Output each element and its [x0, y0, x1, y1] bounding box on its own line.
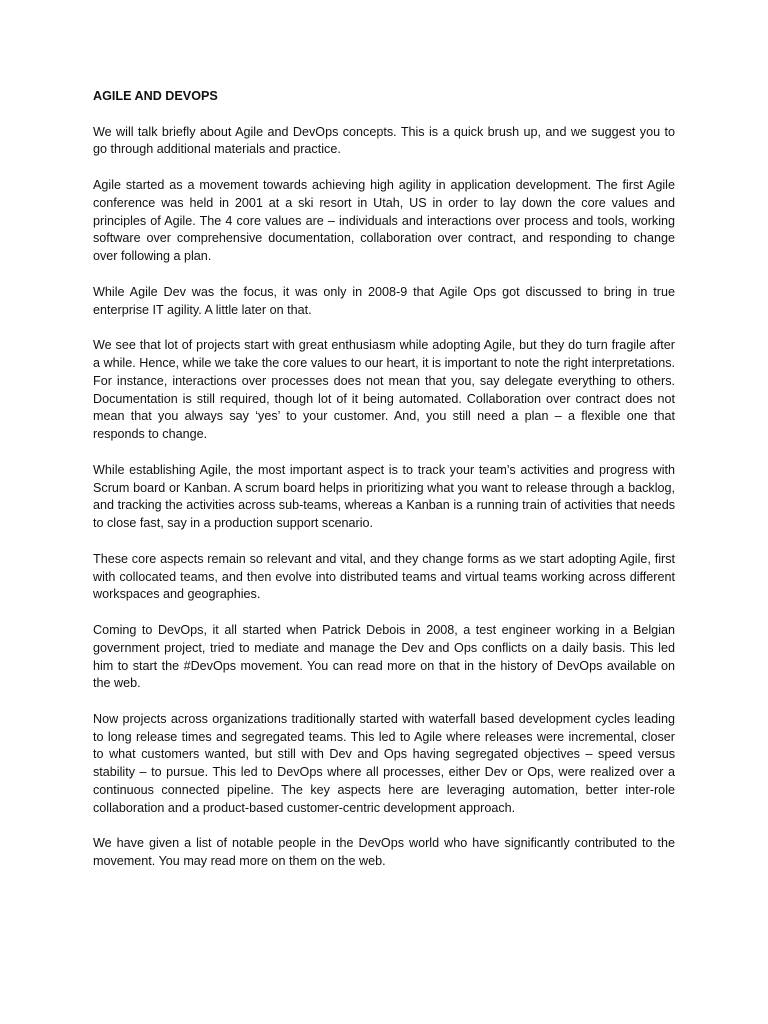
paragraph-interpretations: We see that lot of projects start with great enthusiasm while adopting Agile, but they do turn fragile after a while. Hence, while we take the core values to our heart, it is important to note the right interpretations. For instance, interactions over processes does not mean that you, say delegate everything to others. Documentation is still required, though lot of it being automated. Collaboration over contract does not mean that you always say ‘yes’ to your customer. And, you still need a plan – a flexible one that responds to change.	[93, 338, 675, 442]
paragraph-agile-origins: Agile started as a movement towards achieving high agility in application development. The first Agile conference was held in 2001 at a ski resort in Utah, US in order to lay down the core values and principles of Agile. The 4 core values are – individuals and interactions over process and tools, working software over comprehensive documentation, collaboration over contract, and responding to change over following a plan.	[93, 177, 675, 264]
paragraph-waterfall-to-devops: Now projects across organizations traditionally started with waterfall based development cycles leading to long release times and segregated teams. This led to Agile where releases were incremental, closer to what customers wanted, but still with Dev and Ops having segregated objectives – speed versus stability – to pursue. This led to DevOps where all processes, either Dev or Ops, were realized over a continuous connected pipeline. The key aspects here are leveraging automation, better inter-role collaboration and a product-based customer-centric development approach.	[93, 711, 675, 815]
paragraph-notable-people: We have given a list of notable people in the DevOps world who have significantly contributed to the movement. You may read more on them on the web.	[93, 836, 675, 869]
document-body	[93, 88, 675, 871]
paragraph-core-aspects: These core aspects remain so relevant and vital, and they change forms as we start adopting Agile, first with collocated teams, and then evolve into distributed teams and virtual teams working across different workspaces and geographies.	[93, 551, 675, 602]
paragraph-agile-ops: While Agile Dev was the focus, it was only in 2008-9 that Agile Ops got discussed to bring in true enterprise IT agility. A little later on that.	[93, 284, 675, 317]
paragraph-intro: We will talk briefly about Agile and DevOps concepts. This is a quick brush up, and we suggest you to go through additional materials and practice.	[93, 124, 675, 157]
paragraph-devops-origins: Coming to DevOps, it all started when Patrick Debois in 2008, a test engineer working in a Belgian government project, tried to mediate and manage the Dev and Ops conflicts on a daily basis. This led him to start the #DevOps movement. You can read more on that in the history of DevOps available on the web.	[93, 622, 675, 691]
document-heading: AGILE AND DEVOPS	[93, 89, 218, 103]
paragraph-scrum-kanban: While establishing Agile, the most important aspect is to track your team’s activities and progress with Scrum board or Kanban. A scrum board helps in prioritizing what you want to release through a backlog, and tracking the activities across sub-teams, whereas a Kanban is a running train of activities that needs to close fast, say in a production support scenario.	[93, 462, 675, 531]
